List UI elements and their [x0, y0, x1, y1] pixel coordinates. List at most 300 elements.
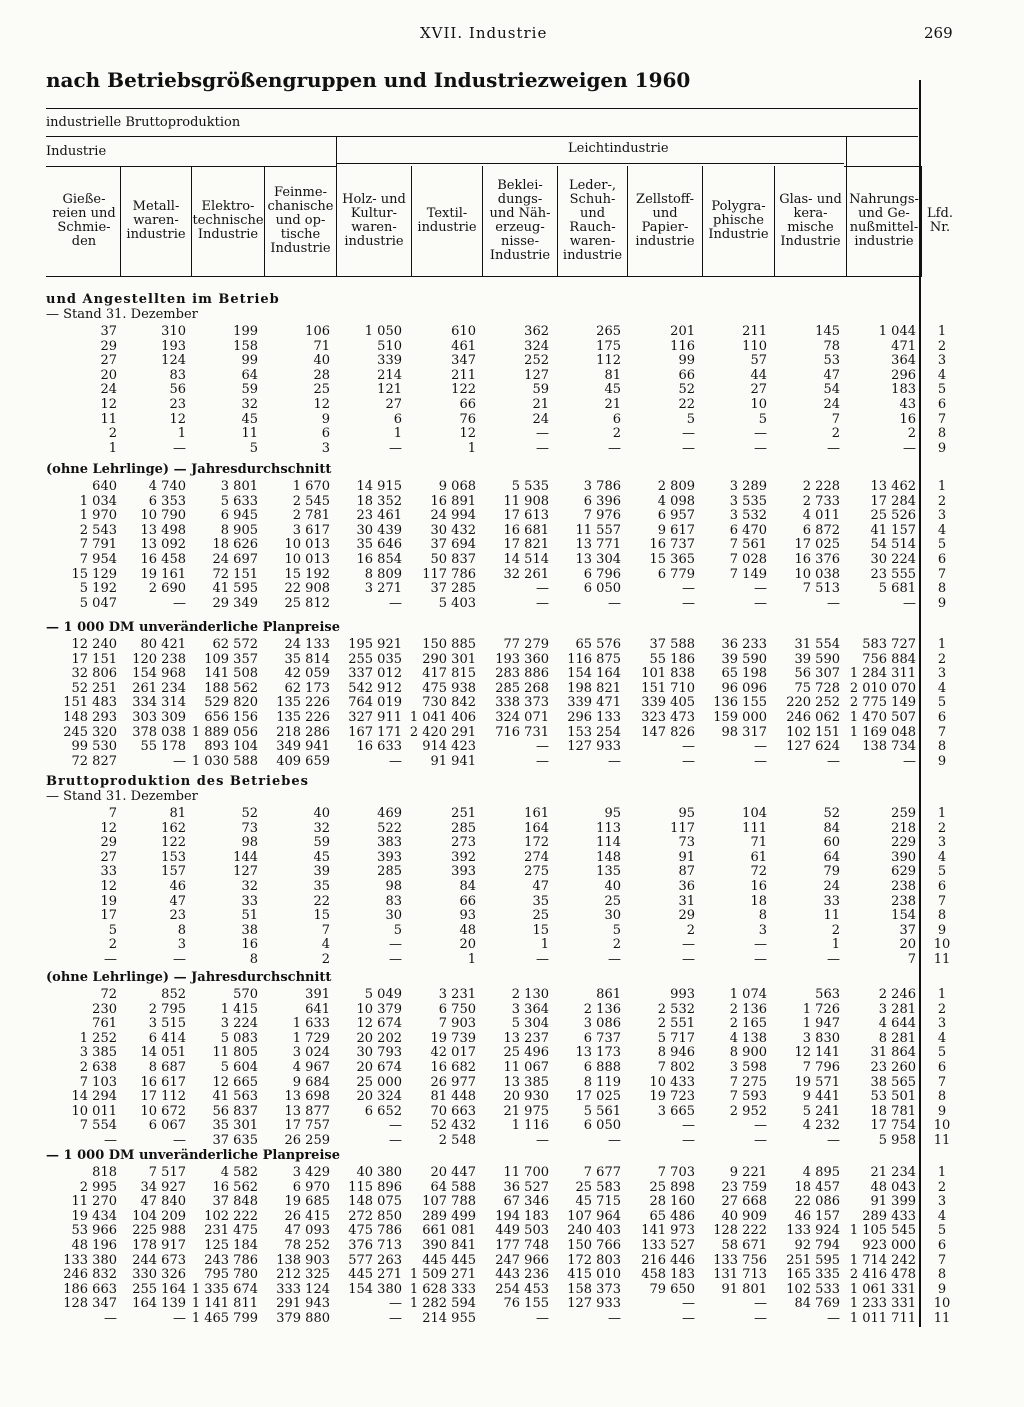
table-cell: 3 224	[220, 1016, 258, 1032]
table-cell: 91	[678, 849, 695, 865]
table-cell: 87	[678, 864, 695, 880]
table-cell: —	[608, 595, 621, 611]
row-number: 3	[937, 353, 947, 369]
table-cell: 158	[233, 338, 258, 354]
row-number: 11	[933, 1133, 951, 1148]
table-cell: 56 837	[212, 1103, 258, 1119]
table-cell: 244 673	[132, 1252, 186, 1268]
table-cell: 46	[169, 879, 186, 894]
table-cell: 1	[831, 937, 840, 953]
table-cell: —	[903, 753, 916, 769]
table-cell: 629	[891, 864, 916, 880]
table-cell: 11 908	[503, 493, 549, 509]
table-cell: 12 665	[212, 1074, 258, 1090]
table-cell: 7 149	[729, 566, 767, 582]
table-cell: 148 075	[348, 1194, 402, 1210]
table-cell: 121	[377, 382, 402, 398]
table-cell: 71	[750, 835, 767, 851]
table-cell: 193	[161, 338, 186, 354]
table-cell: 5 192	[79, 581, 117, 597]
table-cell: 167 171	[348, 724, 402, 740]
table-cell: —	[389, 1133, 402, 1148]
table-cell: 795 780	[204, 1267, 258, 1283]
table-cell: 1	[540, 937, 549, 953]
table-cell: 212 325	[276, 1267, 330, 1283]
table-cell: 8	[249, 952, 258, 967]
table-cell: 8 281	[878, 1030, 916, 1046]
table-cell: —	[754, 937, 767, 953]
table-cell: 3 364	[511, 1001, 549, 1017]
table-cell: —	[389, 595, 402, 611]
col-header-textil: Textil- industrie	[417, 206, 477, 235]
table-cell: 4 232	[802, 1118, 840, 1134]
table-cell: 8 119	[583, 1074, 621, 1090]
table-cell: 133 924	[786, 1223, 840, 1239]
table-cell: 164 139	[132, 1296, 186, 1312]
row-number: 4	[937, 849, 947, 865]
table-cell: 7	[321, 922, 330, 938]
table-cell: 30 793	[356, 1045, 402, 1061]
table-cell: 55 178	[140, 739, 186, 755]
table-cell: 661 081	[422, 1223, 476, 1239]
header-rule-2	[46, 136, 918, 137]
table-row	[0, 354, 1024, 368]
table-cell: 72 827	[71, 753, 117, 769]
table-cell: 310	[161, 324, 186, 339]
table-cell: 59	[313, 835, 330, 851]
table-cell: 32	[313, 820, 330, 836]
table-cell: 71	[313, 338, 330, 354]
table-cell: 30 439	[356, 522, 402, 538]
col-header-giessereien: Gieße- reien und Schmie- den	[52, 192, 116, 249]
table-cell: 23 555	[870, 566, 916, 582]
table-cell: 16 633	[356, 739, 402, 755]
table-cell: 656 156	[204, 710, 258, 725]
table-cell: 10 672	[140, 1103, 186, 1119]
table-cell: 6 796	[583, 566, 621, 582]
table-cell: 36	[678, 879, 695, 894]
table-cell: 56 307	[794, 666, 840, 682]
table-cell: 60	[823, 835, 840, 851]
table-cell: 852	[161, 987, 186, 1002]
table-cell: 41 157	[870, 522, 916, 538]
table-row	[0, 865, 1024, 879]
table-cell: 469	[377, 806, 402, 821]
table-cell: 9 684	[292, 1074, 330, 1090]
table-cell: 13 498	[140, 522, 186, 538]
table-row	[0, 682, 1024, 696]
table-cell: —	[754, 581, 767, 597]
table-cell: 12	[313, 397, 330, 412]
table-cell: 5	[108, 922, 117, 938]
row-number: 5	[937, 695, 947, 711]
row-number: 5	[937, 1223, 947, 1239]
table-cell: 84	[823, 820, 840, 836]
table-cell: 99 530	[71, 739, 117, 755]
table-cell: 32	[241, 879, 258, 894]
table-cell: 6 779	[657, 566, 695, 582]
table-cell: 261 234	[132, 680, 186, 696]
table-cell: 1	[467, 952, 476, 967]
table-cell: 1 633	[292, 1016, 330, 1032]
row-number: 3	[937, 1194, 947, 1210]
table-cell: 157	[161, 864, 186, 880]
table-cell: 10 011	[71, 1103, 117, 1119]
row-number: 2	[937, 651, 947, 667]
table-cell: —	[536, 952, 549, 967]
table-cell: 35 814	[284, 651, 330, 667]
table-cell: 1 670	[292, 479, 330, 494]
table-cell: 3	[177, 937, 186, 953]
table-cell: —	[682, 581, 695, 597]
table-cell: 1 011 711	[849, 1311, 916, 1326]
table-cell: 7 802	[657, 1060, 695, 1075]
table-cell: —	[104, 1133, 117, 1148]
row-number: 7	[937, 893, 947, 909]
header-rule-top	[46, 108, 918, 109]
table-cell: 17 757	[284, 1118, 330, 1134]
table-cell: —	[536, 440, 549, 456]
table-cell: 127	[524, 367, 549, 383]
table-cell: 13 698	[284, 1089, 330, 1105]
table-cell: 2 543	[79, 522, 117, 538]
table-row	[0, 755, 1024, 769]
table-row	[0, 413, 1024, 427]
table-row	[0, 1312, 1024, 1326]
table-row	[0, 638, 1024, 652]
table-cell: 1 970	[79, 508, 117, 524]
table-cell: 330 326	[132, 1267, 186, 1283]
table-cell: 861	[596, 987, 621, 1002]
table-row	[0, 653, 1024, 667]
table-cell: 96 096	[721, 680, 767, 696]
row-number: 4	[937, 680, 947, 696]
table-cell: 102 151	[786, 724, 840, 740]
table-cell: —	[536, 426, 549, 442]
table-cell: 12	[100, 820, 117, 836]
table-cell: 2	[907, 426, 916, 442]
table-cell: 83	[385, 893, 402, 909]
table-cell: 522	[377, 820, 402, 836]
table-cell: 22	[313, 893, 330, 909]
section-subheading: — Stand 31. Dezember	[46, 307, 198, 322]
table-cell: 17 112	[140, 1089, 186, 1105]
table-cell: 48	[459, 922, 476, 938]
table-cell: 14 051	[140, 1045, 186, 1061]
table-cell: 5 304	[511, 1016, 549, 1032]
table-cell: 21 234	[870, 1165, 916, 1180]
table-cell: 16 681	[503, 522, 549, 538]
table-cell: 36 527	[503, 1179, 549, 1195]
table-cell: 461	[451, 338, 476, 354]
row-number: 1	[937, 806, 947, 821]
table-cell: 7 561	[729, 537, 767, 553]
table-cell: 14 294	[71, 1089, 117, 1105]
table-cell: —	[682, 426, 695, 442]
table-cell: 2	[831, 426, 840, 442]
table-cell: —	[173, 440, 186, 456]
table-cell: —	[389, 1311, 402, 1326]
table-cell: 154 380	[348, 1281, 402, 1297]
table-cell: 135 226	[276, 710, 330, 725]
table-cell: 52	[678, 382, 695, 398]
table-cell: 40 380	[356, 1165, 402, 1180]
table-cell: 9 617	[657, 522, 695, 538]
table-cell: —	[389, 440, 402, 456]
table-cell: 8 900	[729, 1045, 767, 1061]
row-number: 9	[937, 922, 947, 938]
col-header-feinmechanik: Feinme- chanische und op- tische Industrie	[267, 185, 334, 256]
table-cell: 1 282 594	[409, 1296, 476, 1312]
table-cell: 230	[92, 1001, 117, 1017]
table-row	[0, 1017, 1024, 1031]
table-cell: 194 183	[495, 1208, 549, 1224]
row-number: 2	[937, 1001, 947, 1017]
table-cell: 3 515	[148, 1016, 186, 1032]
table-cell: 31 864	[870, 1045, 916, 1061]
table-cell: 8 905	[220, 522, 258, 538]
table-cell: —	[536, 753, 549, 769]
table-cell: 11 067	[503, 1060, 549, 1075]
table-cell: 1 141 811	[191, 1296, 258, 1312]
row-number: 8	[937, 739, 947, 755]
table-cell: 3 598	[729, 1060, 767, 1075]
table-cell: 11	[241, 426, 258, 442]
table-cell: 151 483	[63, 695, 117, 711]
table-row	[0, 1061, 1024, 1075]
table-cell: 17 025	[794, 537, 840, 553]
table-cell: 112	[596, 353, 621, 369]
table-row	[0, 1166, 1024, 1180]
col-header-zellstoff: Zellstoff- und Papier- industrie	[635, 192, 695, 249]
table-cell: 73	[678, 835, 695, 851]
table-row	[0, 895, 1024, 909]
table-cell: 8	[177, 922, 186, 938]
table-cell: 12 674	[356, 1016, 402, 1032]
table-cell: 27	[385, 397, 402, 412]
table-cell: —	[827, 440, 840, 456]
table-cell: 1 415	[220, 1001, 258, 1017]
table-cell: 24	[532, 411, 549, 427]
table-cell: 2 952	[729, 1103, 767, 1119]
table-cell: 1 105 545	[849, 1223, 916, 1239]
table-cell: 81	[604, 367, 621, 383]
table-cell: 510	[377, 338, 402, 354]
group-label-bruttoproduktion: industrielle Bruttoproduktion	[46, 115, 241, 130]
table-cell: 39	[313, 864, 330, 880]
table-cell: 37 285	[430, 581, 476, 597]
table-cell: 993	[670, 987, 695, 1002]
table-cell: 75 728	[794, 680, 840, 696]
table-cell: 238	[891, 893, 916, 909]
table-cell: 55 186	[649, 651, 695, 667]
table-cell: 443 236	[495, 1267, 549, 1283]
table-cell: —	[608, 440, 621, 456]
row-number: 2	[937, 338, 947, 354]
table-cell: 29 349	[212, 595, 258, 611]
table-cell: 303 309	[132, 710, 186, 725]
table-cell: 65 198	[721, 666, 767, 682]
table-cell: 154 968	[132, 666, 186, 682]
table-cell: —	[389, 1296, 402, 1312]
table-cell: 26 415	[284, 1208, 330, 1224]
table-cell: 7 103	[79, 1074, 117, 1090]
table-cell: 28 160	[649, 1194, 695, 1210]
table-cell: —	[682, 1133, 695, 1148]
table-cell: 327 911	[348, 710, 402, 725]
table-cell: —	[827, 1133, 840, 1148]
table-row	[0, 726, 1024, 740]
table-cell: 41 563	[212, 1089, 258, 1105]
table-cell: 120 238	[132, 651, 186, 667]
table-cell: 449 503	[495, 1223, 549, 1239]
table-row	[0, 667, 1024, 681]
table-cell: 20	[100, 367, 117, 383]
col-header-polygraphie: Polygra- phische Industrie	[708, 199, 769, 242]
table-cell: 1 889 056	[191, 724, 258, 740]
table-cell: 12 240	[71, 637, 117, 652]
table-cell: 84	[459, 879, 476, 894]
table-cell: 7	[831, 411, 840, 427]
table-cell: 13 304	[575, 552, 621, 567]
table-cell: 93	[459, 908, 476, 924]
table-cell: 2 545	[292, 493, 330, 509]
row-number: 9	[937, 1103, 947, 1119]
group-label-industrie: Industrie	[46, 144, 107, 159]
table-cell: 285	[377, 864, 402, 880]
table-cell: 91 399	[870, 1194, 916, 1210]
table-cell: 3 532	[729, 508, 767, 524]
table-cell: —	[389, 1118, 402, 1134]
table-cell: 445 445	[422, 1252, 476, 1268]
table-cell: 5 561	[583, 1103, 621, 1119]
table-cell: 640	[92, 479, 117, 494]
table-cell: 7 028	[729, 552, 767, 567]
table-cell: 378 038	[132, 724, 186, 740]
table-cell: 2 775 149	[849, 695, 916, 711]
table-cell: 29	[678, 908, 695, 924]
table-cell: 31	[678, 893, 695, 909]
table-cell: 15	[532, 922, 549, 938]
table-cell: 53 501	[870, 1089, 916, 1105]
table-cell: 15 192	[284, 566, 330, 582]
row-number: 4	[937, 522, 947, 538]
table-cell: 229	[891, 835, 916, 851]
table-cell: 218 286	[276, 724, 330, 740]
table-cell: —	[536, 581, 549, 597]
col-header-holz: Holz- und Kultur- waren- industrie	[342, 192, 406, 249]
table-cell: 17 754	[870, 1118, 916, 1134]
table-cell: —	[389, 753, 402, 769]
table-cell: —	[754, 952, 767, 967]
col-header-nahrung: Nahrungs- und Ge- nußmittel- industrie	[849, 192, 919, 249]
table-cell: 21	[604, 397, 621, 412]
table-cell: 1 465 799	[191, 1311, 258, 1326]
table-cell: —	[682, 1296, 695, 1312]
table-cell: —	[754, 739, 767, 755]
table-cell: 47	[169, 893, 186, 909]
table-cell: —	[536, 1311, 549, 1326]
table-cell: 33	[823, 893, 840, 909]
table-cell: 38 565	[870, 1074, 916, 1090]
table-cell: 21 975	[503, 1103, 549, 1119]
row-number: 2	[937, 493, 947, 509]
table-cell: 1 169 048	[849, 724, 916, 740]
row-number: 6	[937, 1060, 947, 1075]
table-row	[0, 1268, 1024, 1282]
table-row	[0, 807, 1024, 821]
table-row	[0, 383, 1024, 397]
table-cell: —	[682, 739, 695, 755]
table-cell: 339 405	[641, 695, 695, 711]
row-number: 6	[937, 879, 947, 894]
table-cell: 2 551	[657, 1016, 695, 1032]
table-cell: 1 050	[364, 324, 402, 339]
row-number: 7	[937, 566, 947, 582]
table-cell: 475 938	[422, 680, 476, 696]
table-cell: 3 830	[802, 1030, 840, 1046]
table-cell: 39 590	[794, 651, 840, 667]
row-number: 2	[937, 1179, 947, 1195]
table-cell: 324	[524, 338, 549, 354]
table-cell: 45	[604, 382, 621, 398]
table-cell: 107 964	[567, 1208, 621, 1224]
table-cell: 2 246	[878, 987, 916, 1002]
table-cell: 150 766	[567, 1238, 621, 1253]
table-cell: 9 221	[729, 1165, 767, 1180]
table-cell: 9	[321, 411, 330, 427]
table-cell: 392	[451, 849, 476, 865]
table-cell: 98	[385, 879, 402, 894]
table-cell: 25 496	[503, 1045, 549, 1061]
table-cell: —	[754, 1311, 767, 1326]
table-cell: 13 462	[870, 479, 916, 494]
page-title: nach Betriebsgrößengruppen und Industriezweigen 1960	[46, 68, 691, 92]
table-cell: 47	[532, 879, 549, 894]
table-cell: 6 050	[583, 581, 621, 597]
table-cell: 116 875	[567, 651, 621, 667]
table-cell: 1	[177, 426, 186, 442]
row-number: 9	[937, 753, 947, 769]
table-cell: 133 380	[63, 1252, 117, 1268]
table-cell: 6 067	[148, 1118, 186, 1134]
table-cell: 27 668	[721, 1194, 767, 1210]
table-cell: 66	[678, 367, 695, 383]
table-cell: 641	[305, 1001, 330, 1017]
table-cell: —	[754, 440, 767, 456]
row-number: 9	[937, 440, 947, 456]
table-cell: 390	[891, 849, 916, 865]
table-row	[0, 1105, 1024, 1119]
table-cell: 2 638	[79, 1060, 117, 1075]
table-cell: 122	[451, 382, 476, 398]
table-row	[0, 836, 1024, 850]
table-cell: 211	[742, 324, 767, 339]
table-row	[0, 1195, 1024, 1209]
table-cell: 45	[241, 411, 258, 427]
table-cell: 111	[742, 820, 767, 836]
table-cell: 28	[313, 367, 330, 383]
table-cell: 5 958	[878, 1133, 916, 1148]
table-cell: 78	[823, 338, 840, 354]
table-cell: 290 301	[422, 651, 476, 667]
table-cell: 52	[241, 806, 258, 821]
table-cell: —	[608, 952, 621, 967]
table-row	[0, 1210, 1024, 1224]
table-cell: 296	[891, 367, 916, 383]
table-cell: 339	[377, 353, 402, 369]
table-cell: 40	[313, 806, 330, 821]
